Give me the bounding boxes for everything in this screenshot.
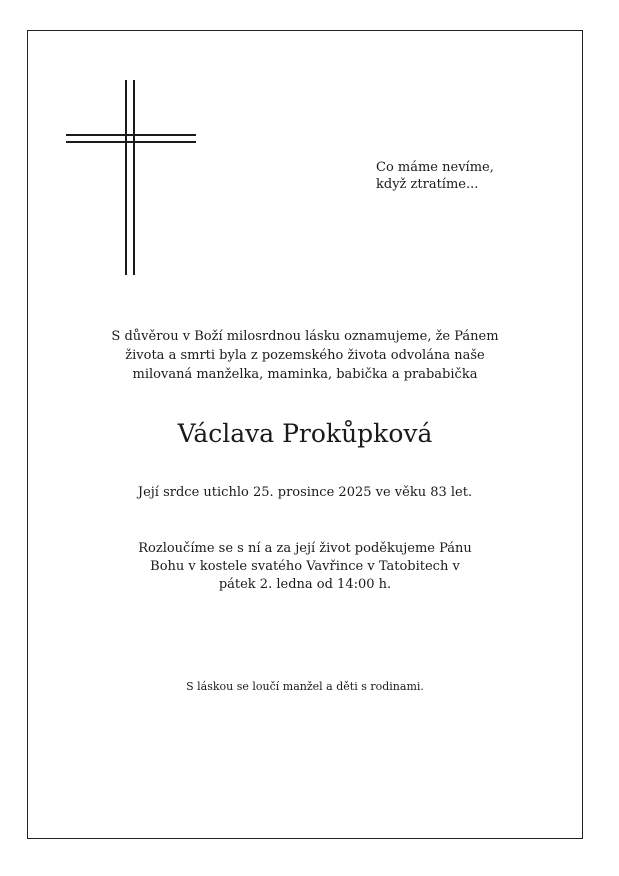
- epigraph-quote: [376, 159, 494, 193]
- intro-line: milovaná manželka, maminka, babička a prababička: [132, 367, 478, 382]
- family-signoff: S láskou se loučí manžel a děti s rodinami.: [186, 680, 424, 693]
- announcement-intro: [27, 327, 583, 384]
- intro-line: života a smrti byla z pozemského života odvolána naše: [125, 348, 485, 363]
- funeral-line: Rozloučíme se s ní a za její život poděkujeme Pánu: [138, 541, 472, 556]
- cross-icon: [66, 80, 196, 275]
- deceased-name: Václava Prokůpková: [177, 419, 433, 448]
- epigraph-line: když ztratíme...: [376, 177, 479, 192]
- intro-line: S důvěrou v Boží milosrdnou lásku oznamujeme, že Pánem: [111, 329, 499, 344]
- funeral-details: [27, 540, 583, 594]
- funeral-line: pátek 2. ledna od 14:00 h.: [218, 577, 392, 592]
- death-notice: Její srdce utichlo 25. prosince 2025 ve věku 83 let.: [137, 485, 473, 500]
- funeral-line: Bohu v kostele svatého Vavřince v Tatobitech v: [150, 559, 460, 574]
- epigraph-line: Co máme nevíme,: [376, 160, 494, 175]
